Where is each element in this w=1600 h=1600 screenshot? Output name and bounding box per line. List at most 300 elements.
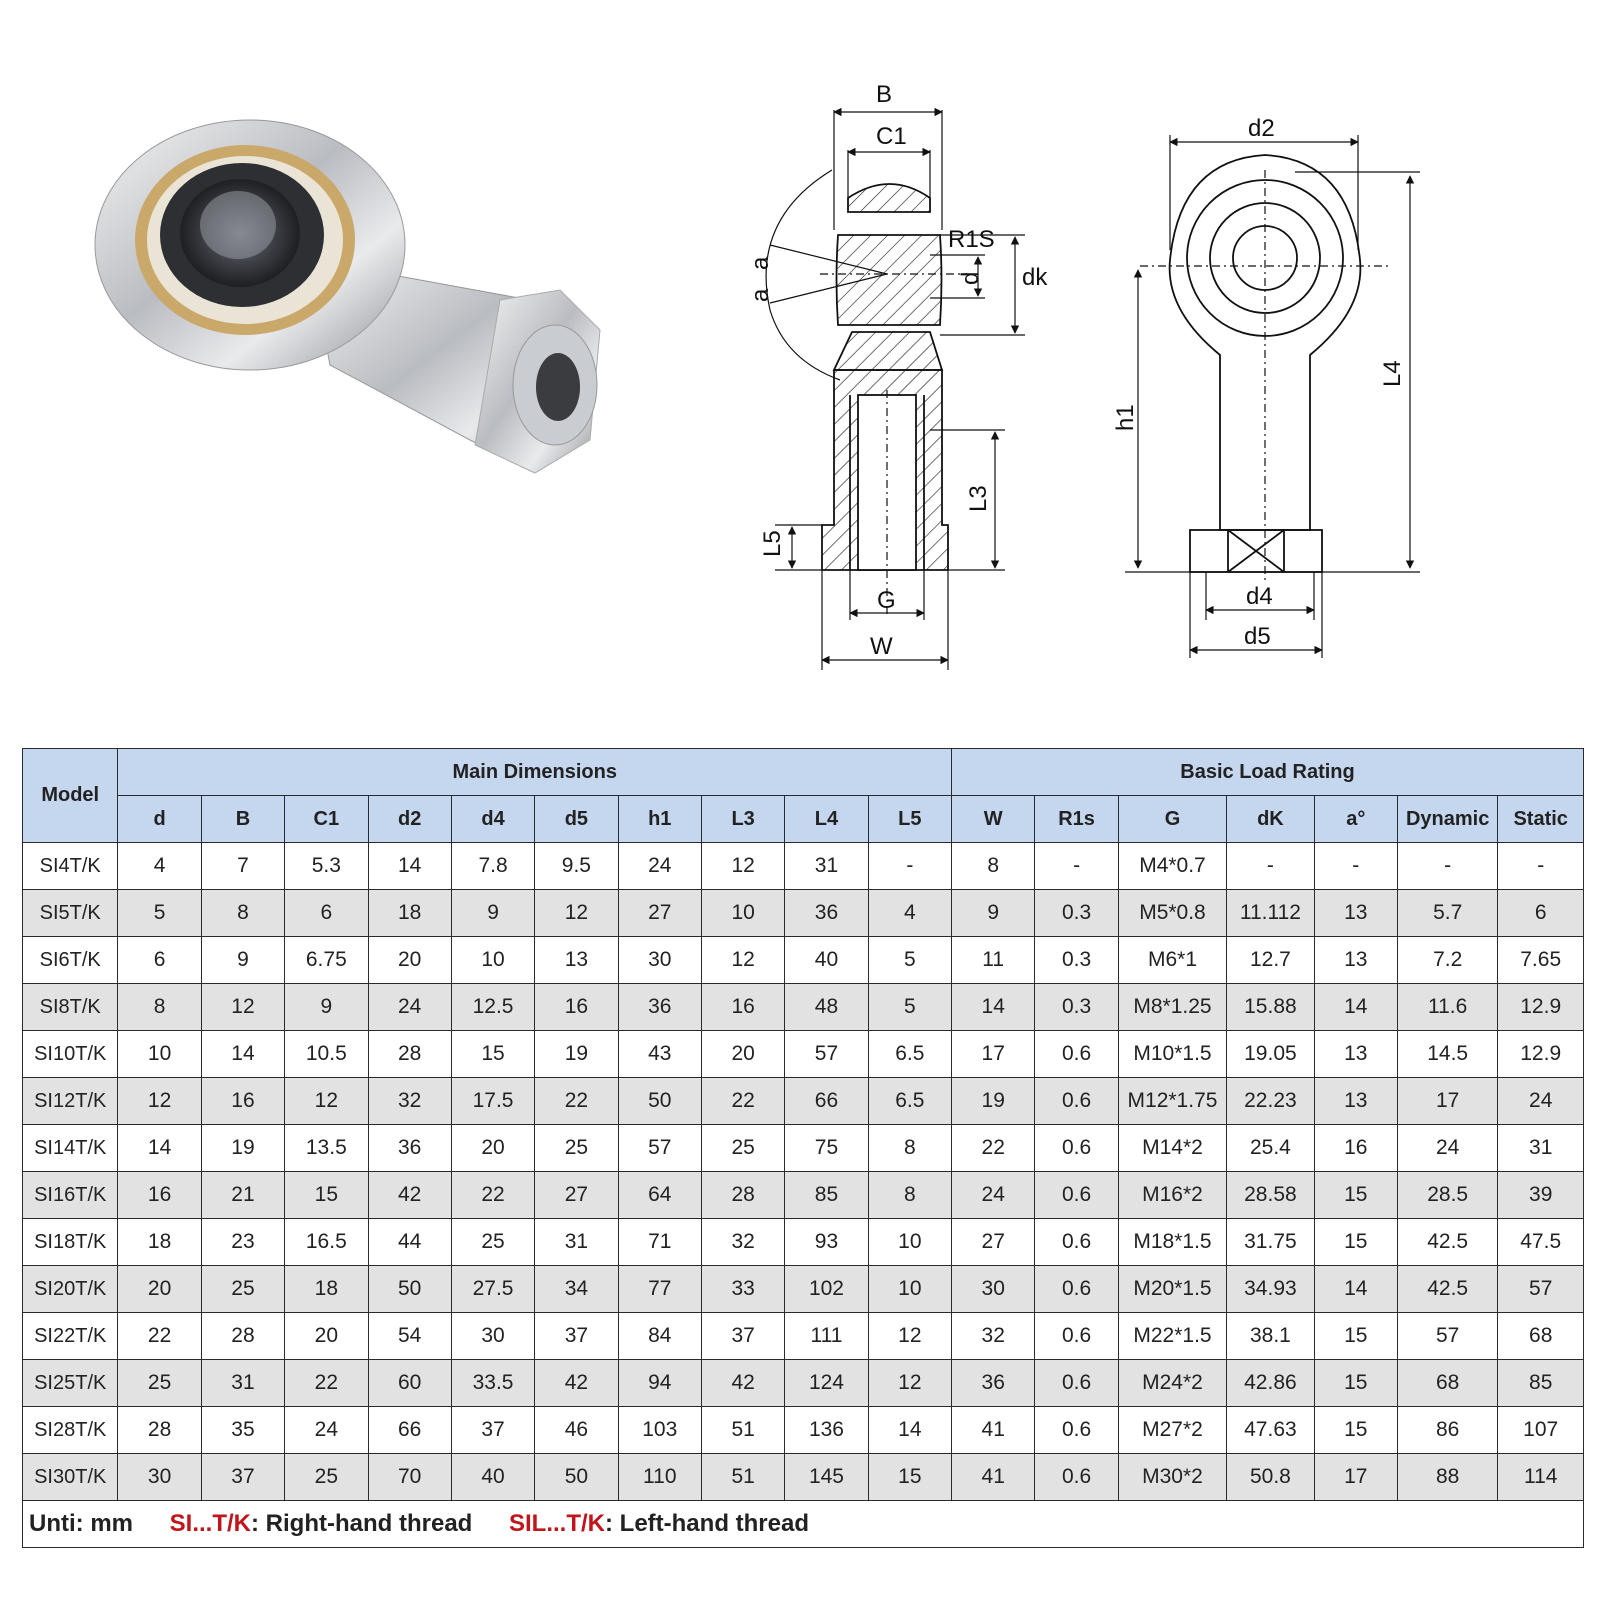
table-cell: 36 [368,1125,451,1172]
table-cell: 42 [535,1360,618,1407]
table-cell: 33 [701,1266,784,1313]
table-cell: 0.6 [1035,1031,1118,1078]
table-cell: 86 [1397,1407,1497,1454]
table-cell: 7.8 [451,843,534,890]
label-d4: d4 [1246,583,1273,610]
table-cell: 15 [1314,1172,1397,1219]
table-cell: 47.5 [1498,1219,1584,1266]
table-cell: 31 [535,1219,618,1266]
table-cell: 124 [785,1360,868,1407]
table-cell: 18 [368,890,451,937]
table-cell: 30 [952,1266,1035,1313]
table-cell: 50 [535,1454,618,1501]
table-cell: 13 [1314,937,1397,984]
side-section-drawing [730,70,1110,690]
table-cell: 16 [701,984,784,1031]
table-cell: 94 [618,1360,701,1407]
left-hand-text: : Left-hand thread [605,1510,809,1537]
table-cell: 34 [535,1266,618,1313]
table-cell: 5.7 [1397,890,1497,937]
table-cell: 51 [701,1454,784,1501]
table-cell: 22.23 [1227,1078,1314,1125]
table-cell: 28.58 [1227,1172,1314,1219]
unit-note: Unti: mm [29,1510,133,1537]
table-cell: 39 [1498,1172,1584,1219]
table-cell: 13 [535,937,618,984]
table-cell: 16 [201,1078,284,1125]
table-row [23,1266,1584,1313]
table-cell: M8*1.25 [1118,984,1226,1031]
table-cell: 12 [285,1078,368,1125]
table-cell: 50 [368,1266,451,1313]
table-cell: 22 [952,1125,1035,1172]
table-cell: 0.3 [1035,890,1118,937]
label-h1: h1 [1112,404,1139,431]
table-row [23,1078,1584,1125]
table-cell: 12.9 [1498,984,1584,1031]
table-cell: 25.4 [1227,1125,1314,1172]
table-cell: 7.65 [1498,937,1584,984]
table-cell: 27 [535,1172,618,1219]
table-cell: 8 [201,890,284,937]
table-cell: 10 [868,1219,951,1266]
table-cell: 17.5 [451,1078,534,1125]
table-cell: 66 [368,1407,451,1454]
spec-table [22,748,1584,1548]
table-cell: 4 [868,890,951,937]
table-cell: 17 [1397,1078,1497,1125]
table-cell: M20*1.5 [1118,1266,1226,1313]
table-row [23,1172,1584,1219]
table-cell: 12 [535,890,618,937]
label-d2: d2 [1248,115,1275,142]
table-cell: 10 [868,1266,951,1313]
table-cell: 136 [785,1407,868,1454]
table-cell: 22 [701,1078,784,1125]
column-header: R1s [1035,796,1118,843]
table-cell: 20 [285,1313,368,1360]
table-cell: 20 [701,1031,784,1078]
table-cell: 37 [701,1313,784,1360]
table-cell: 44 [368,1219,451,1266]
table-cell: 41 [952,1454,1035,1501]
table-cell: 16.5 [285,1219,368,1266]
table-cell: M27*2 [1118,1407,1226,1454]
table-cell: 6.5 [868,1031,951,1078]
label-L3: L3 [965,485,992,512]
left-hand-code: SIL...T/K [509,1510,605,1537]
table-cell: 37 [451,1407,534,1454]
table-cell: M5*0.8 [1118,890,1226,937]
table-cell: 36 [952,1360,1035,1407]
table-cell: 85 [1498,1360,1584,1407]
table-cell: 32 [368,1078,451,1125]
table-cell: 13 [1314,1078,1397,1125]
table-cell: 0.6 [1035,1313,1118,1360]
model-cell: SI12T/K [23,1078,118,1125]
table-cell: 57 [618,1125,701,1172]
label-a-right: a [747,288,774,302]
table-cell: 28 [701,1172,784,1219]
table-cell: 38.1 [1227,1313,1314,1360]
table-cell: 114 [1498,1454,1584,1501]
model-cell: SI16T/K [23,1172,118,1219]
table-cell: 14 [1314,1266,1397,1313]
table-cell: 7 [201,843,284,890]
table-cell: 20 [451,1125,534,1172]
table-row [23,1454,1584,1501]
table-cell: 31.75 [1227,1219,1314,1266]
table-cell: 12 [868,1360,951,1407]
table-cell: 25 [535,1125,618,1172]
model-cell: SI6T/K [23,937,118,984]
table-row [23,843,1584,890]
table-cell: 50.8 [1227,1454,1314,1501]
table-row [23,937,1584,984]
table-row [23,1360,1584,1407]
table-cell: 32 [701,1219,784,1266]
model-cell: SI22T/K [23,1313,118,1360]
column-header: Dynamic [1397,796,1497,843]
table-cell: 40 [785,937,868,984]
table-cell: 0.6 [1035,1266,1118,1313]
table-cell: 25 [701,1125,784,1172]
table-cell: 8 [868,1125,951,1172]
table-cell: 70 [368,1454,451,1501]
table-cell: - [1227,843,1314,890]
table-cell: 22 [451,1172,534,1219]
table-cell: 46 [535,1407,618,1454]
table-cell: 43 [618,1031,701,1078]
table-cell: - [1035,843,1118,890]
table-cell: 14 [368,843,451,890]
table-cell: 15 [1314,1360,1397,1407]
table-cell: 19 [952,1078,1035,1125]
model-cell: SI18T/K [23,1219,118,1266]
right-hand-text: : Right-hand thread [251,1510,473,1537]
table-cell: 5 [118,890,201,937]
table-cell: 0.6 [1035,1219,1118,1266]
table-cell: 14 [118,1125,201,1172]
table-cell: 0.6 [1035,1407,1118,1454]
label-B: B [876,81,893,108]
table-cell: 85 [785,1172,868,1219]
table-cell: 28 [118,1407,201,1454]
table-cell: M16*2 [1118,1172,1226,1219]
table-cell: 30 [118,1454,201,1501]
table-cell: M4*0.7 [1118,843,1226,890]
table-cell: 88 [1397,1454,1497,1501]
table-cell: 16 [118,1172,201,1219]
table-cell: M6*1 [1118,937,1226,984]
table-cell: 12 [201,984,284,1031]
table-cell: 30 [451,1313,534,1360]
table-row [23,1313,1584,1360]
column-header: W [952,796,1035,843]
table-cell: 24 [368,984,451,1031]
model-cell: SI25T/K [23,1360,118,1407]
table-cell: 24 [1498,1078,1584,1125]
table-cell: 32 [952,1313,1035,1360]
table-cell: 8 [952,843,1035,890]
table-cell: 10.5 [285,1031,368,1078]
table-cell: 0.6 [1035,1360,1118,1407]
table-cell: 9 [952,890,1035,937]
table-cell: 14.5 [1397,1031,1497,1078]
label-W: W [870,633,893,660]
table-cell: 102 [785,1266,868,1313]
table-cell: 7.2 [1397,937,1497,984]
label-d5: d5 [1244,623,1271,650]
table-cell: 12.7 [1227,937,1314,984]
table-cell: - [1498,843,1584,890]
table-cell: 14 [201,1031,284,1078]
table-cell: M12*1.75 [1118,1078,1226,1125]
table-cell: 17 [952,1031,1035,1078]
table-cell: 6 [1498,890,1584,937]
table-cell: 27.5 [451,1266,534,1313]
table-cell: 22 [118,1313,201,1360]
model-cell: SI4T/K [23,843,118,890]
table-cell: 19.05 [1227,1031,1314,1078]
table-cell: 11.6 [1397,984,1497,1031]
table-cell: 110 [618,1454,701,1501]
table-cell: 37 [535,1313,618,1360]
table-cell: M24*2 [1118,1360,1226,1407]
table-cell: 12 [868,1313,951,1360]
table-cell: 4 [118,843,201,890]
table-cell: 25 [285,1454,368,1501]
table-cell: 41 [952,1407,1035,1454]
table-cell: 19 [535,1031,618,1078]
column-header: L5 [868,796,951,843]
table-cell: 11.112 [1227,890,1314,937]
table-cell: 5.3 [285,843,368,890]
table-cell: 5 [868,937,951,984]
front-view-drawing [1110,110,1470,690]
label-d: d [957,271,984,285]
table-cell: 28 [201,1313,284,1360]
table-cell: 57 [1498,1266,1584,1313]
table-cell: 13 [1314,890,1397,937]
table-row [23,984,1584,1031]
table-cell: 25 [118,1360,201,1407]
column-header: L4 [785,796,868,843]
table-row [23,1407,1584,1454]
table-cell: 0.3 [1035,937,1118,984]
table-cell: 33.5 [451,1360,534,1407]
column-header: d5 [535,796,618,843]
table-cell: 12 [701,843,784,890]
table-cell: - [1397,843,1497,890]
table-cell: 31 [785,843,868,890]
table-cell: 68 [1498,1313,1584,1360]
column-header: C1 [285,796,368,843]
table-cell: 15 [1314,1407,1397,1454]
table-cell: 10 [118,1031,201,1078]
label-G: G [877,587,896,614]
table-cell: 9 [285,984,368,1031]
table-cell: 42.5 [1397,1219,1497,1266]
table-cell: M14*2 [1118,1125,1226,1172]
table-cell: 71 [618,1219,701,1266]
model-cell: SI8T/K [23,984,118,1031]
product-photo [80,95,640,505]
table-cell: 6.75 [285,937,368,984]
column-header: a° [1314,796,1397,843]
table-cell: M22*1.5 [1118,1313,1226,1360]
table-cell: 50 [618,1078,701,1125]
column-header: B [201,796,284,843]
table-cell: 14 [1314,984,1397,1031]
table-cell: 40 [451,1454,534,1501]
main-dimensions-header: Main Dimensions [118,749,952,796]
table-cell: 22 [535,1078,618,1125]
table-cell: 6 [118,937,201,984]
table-cell: 57 [785,1031,868,1078]
table-cell: 9 [201,937,284,984]
table-cell: 31 [1498,1125,1584,1172]
table-cell: 111 [785,1313,868,1360]
table-cell: 28 [368,1031,451,1078]
table-cell: 5 [868,984,951,1031]
table-cell: - [868,843,951,890]
table-cell: 25 [451,1219,534,1266]
table-cell: 13.5 [285,1125,368,1172]
table-cell: 16 [535,984,618,1031]
table-cell: 35 [201,1407,284,1454]
table-cell: 145 [785,1454,868,1501]
model-cell: SI5T/K [23,890,118,937]
table-cell: 11 [952,937,1035,984]
label-L4: L4 [1379,360,1406,387]
table-cell: 25 [201,1266,284,1313]
table-cell: 57 [1397,1313,1497,1360]
table-cell: 15 [285,1172,368,1219]
table-cell: 27 [618,890,701,937]
table-cell: 14 [868,1407,951,1454]
table-cell: 18 [285,1266,368,1313]
table-cell: M30*2 [1118,1454,1226,1501]
table-cell: 15 [451,1031,534,1078]
label-C1: C1 [876,123,907,150]
table-cell: 12.5 [451,984,534,1031]
label-R1s: R1S [948,226,995,253]
table-cell: 77 [618,1266,701,1313]
table-cell: 30 [618,937,701,984]
label-dk: dk [1022,264,1048,291]
right-hand-code: SI...T/K [169,1510,252,1537]
table-cell: 42.5 [1397,1266,1497,1313]
table-cell: 16 [1314,1125,1397,1172]
table-cell: 47.63 [1227,1407,1314,1454]
table-cell: 10 [701,890,784,937]
table-cell: 27 [952,1219,1035,1266]
table-cell: 42.86 [1227,1360,1314,1407]
table-row [23,1031,1584,1078]
table-cell: 0.6 [1035,1454,1118,1501]
table-cell: 75 [785,1125,868,1172]
table-cell: 10 [451,937,534,984]
model-cell: SI28T/K [23,1407,118,1454]
table-cell: 66 [785,1078,868,1125]
table-cell: 19 [201,1125,284,1172]
table-cell: 54 [368,1313,451,1360]
table-cell: 64 [618,1172,701,1219]
table-cell: 0.3 [1035,984,1118,1031]
column-header: G [1118,796,1226,843]
table-cell: 93 [785,1219,868,1266]
table-cell: 31 [201,1360,284,1407]
table-cell: 14 [952,984,1035,1031]
table-cell: 8 [118,984,201,1031]
column-header: dK [1227,796,1314,843]
model-cell: SI10T/K [23,1031,118,1078]
model-cell: SI20T/K [23,1266,118,1313]
table-cell: 36 [618,984,701,1031]
table-cell: 37 [201,1454,284,1501]
table-cell: 20 [118,1266,201,1313]
table-cell: 15 [1314,1313,1397,1360]
column-header: d [118,796,201,843]
table-cell: 24 [952,1172,1035,1219]
model-header: Model [23,749,118,843]
table-cell: 21 [201,1172,284,1219]
table-cell: M10*1.5 [1118,1031,1226,1078]
column-header: d2 [368,796,451,843]
column-header: d4 [451,796,534,843]
table-body [23,843,1584,1501]
table-cell: 9 [451,890,534,937]
table-cell: 17 [1314,1454,1397,1501]
table-cell: 24 [618,843,701,890]
table-cell: 23 [201,1219,284,1266]
column-header: Static [1498,796,1584,843]
table-cell: 42 [701,1360,784,1407]
table-row [23,890,1584,937]
table-cell: 13 [1314,1031,1397,1078]
table-cell: 6.5 [868,1078,951,1125]
table-cell: 34.93 [1227,1266,1314,1313]
table-cell: 48 [785,984,868,1031]
column-header-row [23,796,1584,843]
table-cell: 60 [368,1360,451,1407]
table-cell: 12 [118,1078,201,1125]
table-cell: 22 [285,1360,368,1407]
table-cell: 18 [118,1219,201,1266]
table-cell: 0.6 [1035,1078,1118,1125]
table-cell: 42 [368,1172,451,1219]
column-header: h1 [618,796,701,843]
table-cell: 36 [785,890,868,937]
table-cell: 9.5 [535,843,618,890]
table-cell: 28.5 [1397,1172,1497,1219]
table-cell: 68 [1397,1360,1497,1407]
label-L5: L5 [759,530,786,557]
table-cell: 15 [1314,1219,1397,1266]
table-cell: 15 [868,1454,951,1501]
model-cell: SI30T/K [23,1454,118,1501]
table-cell: 12.9 [1498,1031,1584,1078]
table-cell: 84 [618,1313,701,1360]
table-cell: 0.6 [1035,1172,1118,1219]
table-cell: 24 [1397,1125,1497,1172]
load-rating-header: Basic Load Rating [952,749,1584,796]
table-cell: 8 [868,1172,951,1219]
table-cell: 12 [701,937,784,984]
table-cell: 0.6 [1035,1125,1118,1172]
label-a-left: a [747,256,774,270]
